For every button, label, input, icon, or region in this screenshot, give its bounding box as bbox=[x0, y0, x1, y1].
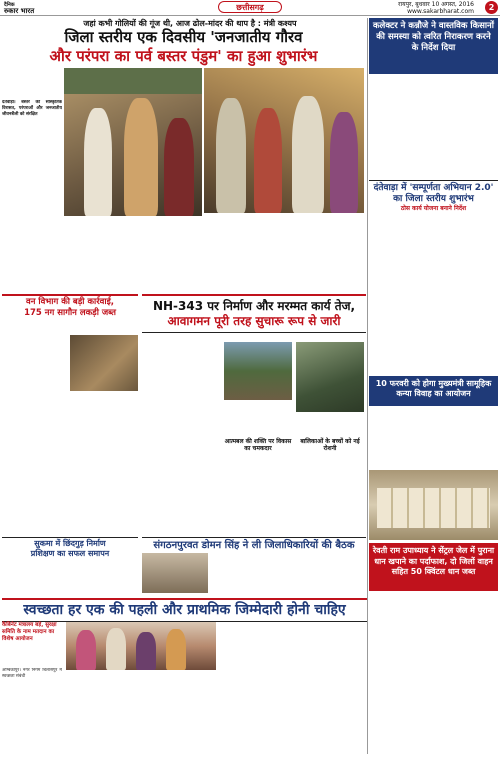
sangathan-photo bbox=[142, 553, 208, 593]
nh343-subhead-left: आत्मबल की शक्ति पर विकास का चमकदार bbox=[224, 438, 292, 452]
sangathan-headline: संगठनपुरवत डोमन सिंह ने ली जिलाधिकारियों की बैठक bbox=[142, 537, 366, 551]
bottom-body-lead: अम्बिकापुर। नगर निगम बिलासपुर में स्वच्छता संबंधी bbox=[2, 668, 62, 680]
section-label: छत्तीसगढ़ bbox=[218, 1, 282, 13]
right-headline-4: रेवती राम उपाध्याय ने सेंट्रल जेल में पुराना धान खपाने का पर्दाफाश, दो जिलों वाहन सहित 50 क्विंटल धान जब्त bbox=[369, 543, 498, 591]
logo-name-text: रुकार भारत bbox=[4, 7, 35, 15]
forest-headline-line1: वन विभाग की बड़ी कार्रवाई, bbox=[25, 297, 115, 307]
right-headline-3: 10 फरवरी को होगा मुख्यमंत्री सामूहिक कन्या विवाह का आयोजन bbox=[369, 376, 498, 406]
bottom-left-subhead: कैबिनेट मंत्रालय बड़े, सुरक्षा समिति के नाम मतदान का विशेष आयोजन bbox=[2, 622, 57, 642]
sukma-headline bbox=[2, 537, 138, 559]
lead-kicker: जहां कभी गोलियों की गूंज थी, आज ढोल-मांदर की थाप है : मंत्री कश्यप bbox=[83, 19, 297, 28]
nh343-headline bbox=[142, 294, 366, 333]
right-subhead-2: ठोस कार्य योजना बनाने निर्देश bbox=[400, 205, 467, 212]
lead-headline bbox=[2, 28, 365, 66]
column-divider bbox=[367, 18, 368, 754]
lead-body-column bbox=[2, 100, 62, 292]
forest-photo bbox=[70, 335, 138, 391]
sukma-headline-line2: प्रशिक्षण का सफल समापन bbox=[30, 549, 110, 558]
right-photo-sacks bbox=[369, 470, 498, 540]
right-top-box-headline: कलेक्टर ने कन्नौजे ने वास्तविक किसानों की समस्या को त्वरित निराकरण करने के निर्देश दिया bbox=[369, 18, 498, 74]
nh343-photo-2 bbox=[296, 342, 364, 412]
bottom-headline: स्वच्छता हर एक की पहली और प्राथमिक जिम्मेदारी होनी चाहिए bbox=[2, 598, 367, 622]
website-text: www.sakarbharat.com bbox=[407, 8, 474, 15]
nh343-headline-line2: आवागमन पूरी तरह सुचारू रूप से जारी bbox=[167, 314, 341, 328]
nh343-photo bbox=[224, 342, 292, 400]
page-number-badge: 2 bbox=[485, 1, 498, 14]
newspaper-logo bbox=[4, 2, 34, 14]
lead-photo-right bbox=[204, 68, 364, 213]
forest-headline bbox=[2, 294, 138, 318]
sukma-headline-line1: सुकमा में छिंदगुड़ निर्माण bbox=[34, 539, 106, 548]
nh343-subhead-right: बालिकाओं के बच्चों को नई रोशनी bbox=[300, 438, 360, 452]
lead-byline: दंतेवाड़ा। बस्तर की सांस्कृतिक विरासत, परंपराओं और जनजातीय जीवनशैली को संरक्षित bbox=[2, 100, 62, 118]
bottom-photo bbox=[66, 622, 216, 670]
lead-headline-line2: और परंपरा का पर्व बस्तर पंडुम' का हुआ शुभारंभ bbox=[49, 47, 318, 65]
lead-photo-left bbox=[64, 68, 202, 216]
masthead bbox=[0, 0, 500, 16]
lead-headline-line1: जिला स्तरीय एक दिवसीय 'जनजातीय गौरव bbox=[64, 28, 303, 46]
bottom-body-column bbox=[2, 668, 62, 754]
dateline bbox=[398, 1, 474, 15]
forest-headline-line2: 175 नग सागौन लकड़ी जब्त bbox=[24, 307, 116, 318]
right-headline-2: दंतेवाड़ा में 'सम्पूर्णता अभियान 2.0' का जिला स्तरीय शुभारंभ bbox=[369, 180, 498, 205]
nh343-headline-line1: NH-343 पर निर्माण और मरम्मत कार्य तेज, bbox=[152, 299, 356, 313]
date-text: रायपुर, बुधवार 10 अगस्त, 2016 bbox=[398, 1, 474, 8]
logo-top-text: दैनिक bbox=[4, 2, 15, 8]
